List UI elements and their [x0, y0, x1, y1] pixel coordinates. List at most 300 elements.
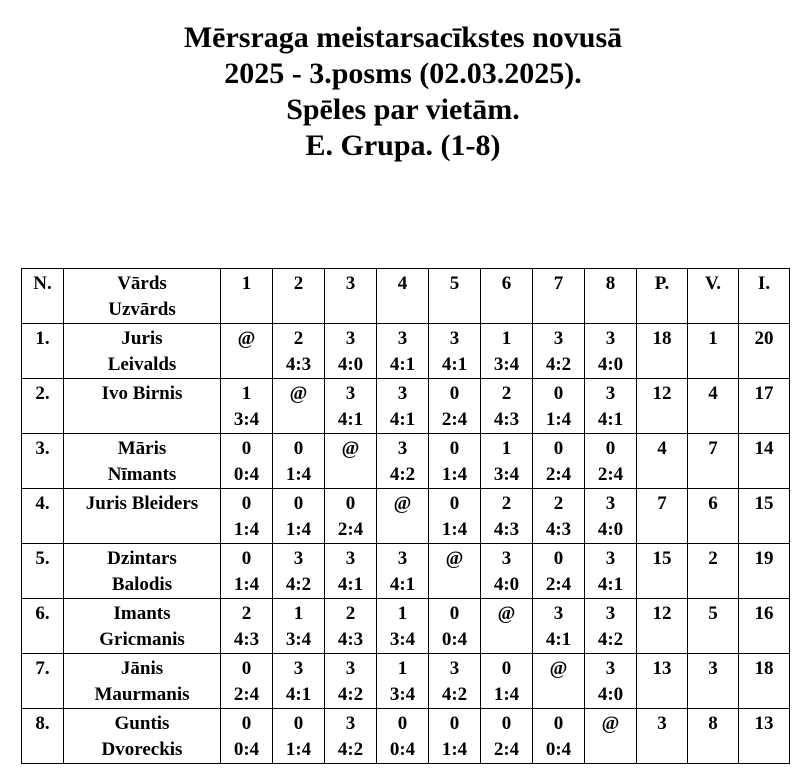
match-points: 2: [345, 603, 356, 624]
overall-index: [739, 709, 790, 764]
match-points: 3: [397, 548, 408, 569]
total-points: [637, 599, 688, 654]
match-points: 2: [241, 603, 252, 624]
final-place: [688, 544, 739, 599]
overall-index-text: 18: [754, 658, 774, 679]
match-score: 1:4: [285, 464, 312, 485]
overall-index-text: 14: [754, 438, 774, 459]
player-name-line-1: Ivo Birnis: [101, 383, 183, 404]
match-points: 0: [605, 438, 616, 459]
row-number-text: 3.: [35, 438, 50, 459]
player-name-line-1: Dzintars: [107, 548, 177, 569]
match-score: 0:4: [233, 464, 260, 485]
header-opp-3: 3: [325, 269, 377, 324]
total-points: [637, 489, 688, 544]
match-score: 4:1: [597, 574, 624, 595]
match-result-cell: [429, 434, 481, 489]
match-score: 4:3: [545, 519, 572, 540]
match-score: [533, 682, 584, 708]
match-points: 1: [501, 328, 512, 349]
match-score: 3:4: [389, 684, 416, 705]
match-result-cell: [221, 434, 273, 489]
match-result-cell: [273, 709, 325, 764]
match-score: 4:1: [441, 354, 468, 375]
row-number-text: 6.: [35, 603, 50, 624]
match-result-cell: [273, 489, 325, 544]
match-score: 1:4: [285, 519, 312, 540]
match-result-cell: [273, 324, 325, 379]
overall-index: [739, 599, 790, 654]
match-points: @: [237, 328, 256, 349]
player-name-line-2: Balodis: [111, 574, 173, 595]
table-row: [22, 709, 790, 764]
match-points: 1: [501, 438, 512, 459]
match-score: 4:0: [597, 354, 624, 375]
match-score: 1:4: [441, 739, 468, 760]
match-result-cell: [221, 489, 273, 544]
match-score: 4:3: [493, 519, 520, 540]
match-score: 4:1: [337, 409, 364, 430]
row-number-text: 2.: [35, 383, 50, 404]
match-result-cell: [377, 544, 429, 599]
total-points-text: 4: [657, 438, 667, 459]
match-result-cell: [585, 379, 637, 434]
final-place-text: 2: [708, 548, 718, 569]
match-points: 0: [241, 493, 252, 514]
match-points: 0: [449, 438, 460, 459]
table-row: [22, 489, 790, 544]
match-points: 0: [293, 713, 304, 734]
match-score: 0:4: [441, 629, 468, 650]
match-score: 4:2: [285, 574, 312, 595]
header-points: P.: [637, 269, 688, 324]
overall-index: [739, 489, 790, 544]
player-name-line-2: Gricmanis: [99, 629, 185, 650]
row-number-text: 7.: [35, 658, 50, 679]
match-result-cell: [429, 599, 481, 654]
player-name: [64, 489, 221, 544]
match-points: 1: [397, 658, 408, 679]
match-points: 3: [605, 493, 616, 514]
title-line-1: Mērsraga meistarsacīkstes novusā: [183, 21, 623, 54]
match-score: 0:4: [233, 739, 260, 760]
match-result-cell: [221, 654, 273, 709]
header-name: [64, 269, 221, 324]
match-result-cell: [429, 709, 481, 764]
match-points: @: [289, 383, 308, 404]
match-result-cell: [585, 654, 637, 709]
match-points: 2: [501, 493, 512, 514]
final-place: [688, 599, 739, 654]
player-name-line-1: Guntis: [114, 713, 170, 734]
overall-index-text: 19: [754, 548, 774, 569]
final-place-text: 4: [708, 383, 718, 404]
match-score: [481, 627, 532, 653]
match-score: 4:0: [493, 574, 520, 595]
match-score: 4:1: [389, 409, 416, 430]
match-result-cell: [585, 599, 637, 654]
total-points-text: 12: [652, 603, 672, 624]
header-name-first: Vārds: [117, 273, 167, 294]
total-points: [637, 324, 688, 379]
overall-index-text: 17: [754, 383, 774, 404]
match-points: 1: [241, 383, 252, 404]
match-score: 4:1: [389, 574, 416, 595]
total-points: [637, 434, 688, 489]
match-score: 0:4: [389, 739, 416, 760]
match-points: 3: [553, 328, 564, 349]
match-points: 3: [397, 328, 408, 349]
match-points: 3: [293, 548, 304, 569]
match-points: 3: [397, 438, 408, 459]
self-match-cell: [429, 544, 481, 599]
self-match-cell: [533, 654, 585, 709]
match-score: 3:4: [389, 629, 416, 650]
match-points: 3: [501, 548, 512, 569]
match-score: [377, 517, 428, 543]
total-points: [637, 379, 688, 434]
table-row: [22, 434, 790, 489]
overall-index-text: 20: [754, 328, 774, 349]
match-points: 0: [449, 603, 460, 624]
match-points: 2: [501, 383, 512, 404]
match-points: 3: [397, 383, 408, 404]
match-points: @: [497, 603, 516, 624]
row-number: [22, 489, 64, 544]
overall-index-text: 15: [754, 493, 774, 514]
match-points: @: [601, 713, 620, 734]
results-table: [21, 268, 790, 764]
match-points: 0: [501, 658, 512, 679]
match-score: 0:4: [545, 739, 572, 760]
match-score: 1:4: [493, 684, 520, 705]
player-name: [64, 599, 221, 654]
overall-index: [739, 434, 790, 489]
results-body: [22, 324, 790, 764]
row-number-text: 4.: [35, 493, 50, 514]
match-result-cell: [273, 599, 325, 654]
match-score: 4:3: [493, 409, 520, 430]
match-result-cell: [533, 379, 585, 434]
total-points-text: 12: [652, 383, 672, 404]
match-score: 4:0: [597, 519, 624, 540]
final-place-text: 8: [708, 713, 718, 734]
match-score: [325, 462, 376, 488]
header-opp-4: 4: [377, 269, 429, 324]
match-points: 3: [345, 658, 356, 679]
match-points: 3: [605, 658, 616, 679]
table-row: [22, 324, 790, 379]
match-points: 3: [345, 548, 356, 569]
match-result-cell: [325, 599, 377, 654]
match-points: @: [393, 493, 412, 514]
match-points: 3: [553, 603, 564, 624]
match-result-cell: [481, 434, 533, 489]
match-points: 3: [449, 658, 460, 679]
match-score: 4:0: [337, 354, 364, 375]
match-result-cell: [325, 654, 377, 709]
match-score: 2:4: [545, 574, 572, 595]
match-score: 1:4: [233, 574, 260, 595]
final-place-text: 7: [708, 438, 718, 459]
final-place-text: 3: [708, 658, 718, 679]
match-points: 3: [345, 713, 356, 734]
player-name: [64, 654, 221, 709]
match-result-cell: [429, 324, 481, 379]
match-score: 4:1: [597, 409, 624, 430]
self-match-cell: [377, 489, 429, 544]
final-place-text: 6: [708, 493, 718, 514]
final-place-text: 5: [708, 603, 718, 624]
header-opp-1: 1: [221, 269, 273, 324]
match-points: 1: [293, 603, 304, 624]
match-result-cell: [377, 324, 429, 379]
match-result-cell: [533, 324, 585, 379]
total-points: [637, 544, 688, 599]
table-row: [22, 654, 790, 709]
table-row: [22, 599, 790, 654]
match-result-cell: [429, 379, 481, 434]
row-number: [22, 379, 64, 434]
player-name-line-2: Dvoreckis: [101, 739, 183, 760]
match-score: 4:2: [597, 629, 624, 650]
overall-index: [739, 654, 790, 709]
match-points: 0: [553, 383, 564, 404]
player-name-line-2: Leivalds: [107, 354, 177, 375]
match-result-cell: [325, 544, 377, 599]
header-opp-8: 8: [585, 269, 637, 324]
match-score: 2:4: [545, 464, 572, 485]
match-score: 2:4: [441, 409, 468, 430]
player-name: [64, 544, 221, 599]
match-result-cell: [377, 709, 429, 764]
table-row: [22, 544, 790, 599]
page-title: [0, 20, 806, 164]
match-score: 2:4: [337, 519, 364, 540]
row-number-text: 1.: [35, 328, 50, 349]
match-score: 2:4: [233, 684, 260, 705]
match-result-cell: [377, 599, 429, 654]
match-points: 3: [605, 328, 616, 349]
match-result-cell: [585, 324, 637, 379]
match-result-cell: [481, 544, 533, 599]
match-points: 0: [241, 713, 252, 734]
match-result-cell: [533, 709, 585, 764]
match-result-cell: [481, 324, 533, 379]
match-points: 0: [397, 713, 408, 734]
match-result-cell: [325, 709, 377, 764]
match-result-cell: [481, 379, 533, 434]
match-score: 4:2: [337, 739, 364, 760]
overall-index: [739, 544, 790, 599]
header-opp-7: 7: [533, 269, 585, 324]
match-points: 0: [449, 383, 460, 404]
total-points-text: 18: [652, 328, 672, 349]
player-name: [64, 379, 221, 434]
match-score: 2:4: [493, 739, 520, 760]
row-number: [22, 544, 64, 599]
player-name-line-1: Imants: [113, 603, 171, 624]
row-number: [22, 599, 64, 654]
match-points: 0: [345, 493, 356, 514]
match-points: 0: [553, 713, 564, 734]
match-result-cell: [585, 544, 637, 599]
match-score: [585, 737, 636, 763]
match-result-cell: [377, 379, 429, 434]
match-result-cell: [325, 324, 377, 379]
match-result-cell: [325, 379, 377, 434]
player-name: [64, 709, 221, 764]
player-name: [64, 434, 221, 489]
self-match-cell: [325, 434, 377, 489]
match-result-cell: [429, 489, 481, 544]
final-place: [688, 489, 739, 544]
match-result-cell: [533, 599, 585, 654]
match-points: 3: [605, 548, 616, 569]
match-points: 0: [553, 548, 564, 569]
match-score: 4:2: [441, 684, 468, 705]
self-match-cell: [481, 599, 533, 654]
player-name-line-2: Nīmants: [107, 464, 177, 485]
match-result-cell: [533, 489, 585, 544]
match-result-cell: [585, 489, 637, 544]
match-score: 4:2: [545, 354, 572, 375]
match-points: 0: [293, 438, 304, 459]
overall-index: [739, 324, 790, 379]
header-opp-2: 2: [273, 269, 325, 324]
total-points-text: 3: [657, 713, 667, 734]
final-place-text: 1: [708, 328, 718, 349]
match-score: 4:1: [337, 574, 364, 595]
match-points: 0: [449, 713, 460, 734]
self-match-cell: [221, 324, 273, 379]
match-result-cell: [481, 709, 533, 764]
header-opp-6: 6: [481, 269, 533, 324]
match-points: 0: [449, 493, 460, 514]
title-line-4: E. Grupa. (1-8): [305, 129, 501, 162]
match-result-cell: [481, 654, 533, 709]
row-number: [22, 709, 64, 764]
row-number-text: 8.: [35, 713, 50, 734]
header-total: I.: [739, 269, 790, 324]
match-score: [273, 407, 324, 433]
table-header-row: [22, 269, 790, 324]
match-result-cell: [273, 434, 325, 489]
overall-index-text: 13: [754, 713, 774, 734]
match-result-cell: [221, 379, 273, 434]
title-line-2: 2025 - 3.posms (02.03.2025).: [224, 57, 582, 90]
match-points: 3: [605, 603, 616, 624]
self-match-cell: [273, 379, 325, 434]
match-score: 4:1: [545, 629, 572, 650]
row-number: [22, 324, 64, 379]
match-points: 3: [605, 383, 616, 404]
final-place: [688, 379, 739, 434]
match-score: 4:1: [285, 684, 312, 705]
match-result-cell: [429, 654, 481, 709]
match-points: 1: [397, 603, 408, 624]
match-score: 1:4: [285, 739, 312, 760]
match-points: 2: [553, 493, 564, 514]
total-points-text: 15: [652, 548, 672, 569]
match-result-cell: [377, 654, 429, 709]
match-score: 1:4: [441, 519, 468, 540]
match-result-cell: [377, 434, 429, 489]
match-score: 4:3: [337, 629, 364, 650]
final-place: [688, 434, 739, 489]
match-score: 3:4: [285, 629, 312, 650]
match-points: 0: [241, 438, 252, 459]
match-score: 1:4: [545, 409, 572, 430]
match-points: 3: [345, 328, 356, 349]
match-result-cell: [273, 654, 325, 709]
match-score: 4:2: [337, 684, 364, 705]
header-place: V.: [688, 269, 739, 324]
match-score: 4:1: [389, 354, 416, 375]
match-score: 2:4: [597, 464, 624, 485]
total-points-text: 7: [657, 493, 667, 514]
total-points-text: 13: [652, 658, 672, 679]
player-name-line-1: Juris: [121, 328, 163, 349]
match-score: 4:3: [233, 629, 260, 650]
title-line-3: Spēles par vietām.: [286, 93, 520, 126]
match-result-cell: [221, 709, 273, 764]
row-number-text: 5.: [35, 548, 50, 569]
total-points: [637, 709, 688, 764]
match-score: 4:0: [597, 684, 624, 705]
match-points: @: [549, 658, 568, 679]
match-score: [429, 572, 480, 598]
match-result-cell: [221, 599, 273, 654]
match-score: 3:4: [493, 464, 520, 485]
self-match-cell: [585, 709, 637, 764]
header-no: N.: [22, 269, 64, 324]
overall-index-text: 16: [754, 603, 774, 624]
match-score: 3:4: [233, 409, 260, 430]
final-place: [688, 654, 739, 709]
match-score: 3:4: [493, 354, 520, 375]
match-points: 3: [293, 658, 304, 679]
total-points: [637, 654, 688, 709]
match-result-cell: [533, 434, 585, 489]
match-result-cell: [221, 544, 273, 599]
player-name-line-2: [64, 517, 220, 543]
player-name-line-2: Maurmanis: [94, 684, 190, 705]
player-name: [64, 324, 221, 379]
match-points: 0: [501, 713, 512, 734]
player-name-line-1: Juris Bleiders: [85, 493, 199, 514]
final-place: [688, 324, 739, 379]
match-points: @: [445, 548, 464, 569]
row-number: [22, 434, 64, 489]
match-score: [221, 352, 272, 378]
player-name-line-2: [64, 407, 220, 433]
match-result-cell: [273, 544, 325, 599]
match-points: 3: [345, 383, 356, 404]
match-score: 4:2: [389, 464, 416, 485]
match-result-cell: [481, 489, 533, 544]
player-name-line-1: Māris: [117, 438, 167, 459]
match-score: 1:4: [233, 519, 260, 540]
match-result-cell: [585, 434, 637, 489]
table-row: [22, 379, 790, 434]
overall-index: [739, 379, 790, 434]
match-points: 2: [293, 328, 304, 349]
match-score: 4:3: [285, 354, 312, 375]
match-points: @: [341, 438, 360, 459]
match-points: 3: [449, 328, 460, 349]
match-points: 0: [241, 548, 252, 569]
